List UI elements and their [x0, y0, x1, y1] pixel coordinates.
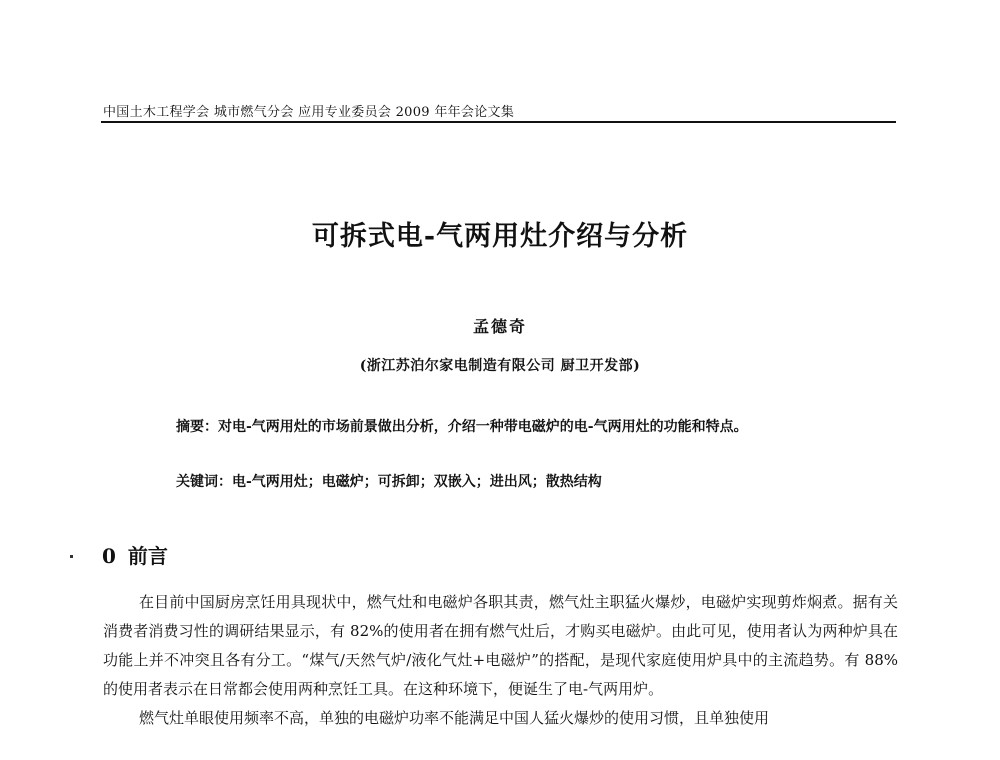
section-heading	[102, 540, 168, 569]
keywords-label: 关键词：	[176, 474, 232, 490]
running-header: 中国土木工程学会 城市燃气分会 应用专业委员会 2009 年年会论文集	[103, 105, 515, 120]
paper-title: 可拆式电-气两用灶介绍与分析	[311, 221, 689, 252]
section-title: 前言	[127, 544, 168, 568]
scan-speck	[70, 555, 73, 558]
abstract-text: 对电-气两用灶的市场前景做出分析，介绍一种带电磁炉的电-气两用灶的功能和特点。	[218, 419, 748, 435]
author: 孟德奇	[472, 317, 527, 336]
abstract	[140, 413, 870, 442]
keywords	[176, 471, 602, 491]
body-paragraph: 燃气灶单眼使用频率不高，单独的电磁炉功率不能满足中国人猛火爆炒的使用习惯，且单独使用	[139, 709, 770, 727]
keywords-text: 电-气两用灶；电磁炉；可拆卸；双嵌入；进出风；散热结构	[232, 474, 602, 490]
abstract-label: 摘要：	[176, 419, 218, 435]
body-text	[103, 588, 898, 733]
header-rule	[101, 121, 896, 123]
affiliation: (浙江苏泊尔家电制造有限公司 厨卫开发部)	[359, 358, 641, 374]
body-paragraph: 在目前中国厨房烹饪用具现状中，燃气灶和电磁炉各职其责，燃气灶主职猛火爆炒，电磁炉实现剪炸焖煮。据有关消费者消费习性的调研结果显示，有 82%的使用者在拥有燃气灶后，才购买电磁炉。由此可见，使用者认为两种炉具在功能上并不冲突且各有分工。“煤气/天然气炉/液化气灶+电磁炉”的搭配，是现代家庭使用炉具中的主流趋势。有 88%的使用者表示在日常都会使用两种烹饪工具。在这种环境下，便诞生了电-气两用炉。	[103, 593, 898, 698]
section-number: 0	[102, 544, 116, 568]
